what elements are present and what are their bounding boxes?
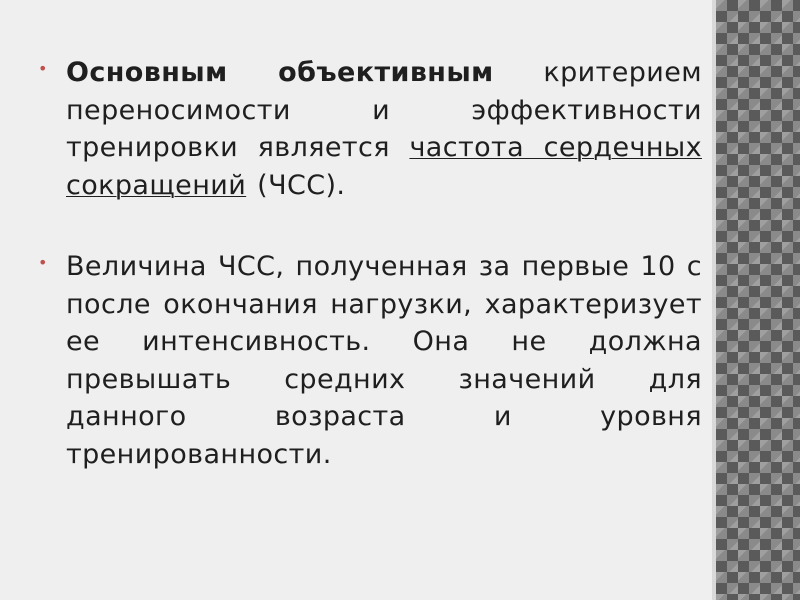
- bullet-icon: •: [38, 59, 48, 78]
- underlined-phrase: частота сердечных сокращений: [66, 132, 702, 201]
- bullet-icon: •: [38, 253, 48, 272]
- bullet-item-1: [38, 54, 702, 204]
- slide-content: [38, 54, 702, 473]
- plain-text-before-underline: критерием переносимости и эффективности тренировки является: [66, 57, 702, 163]
- decorative-side-pattern: [712, 0, 800, 600]
- bullet-text-1: [66, 54, 702, 204]
- bold-phrase: Основным объективным: [66, 57, 494, 88]
- bullet-text-2: Величина ЧСС, полученная за первые 10 с после окончания нагрузки, характеризует ее интенсивность. Она не должна превышать средних значений для данного возраста и уровня тренированности.: [66, 251, 702, 470]
- bullet-item-2: [38, 248, 702, 473]
- plain-text-after-underline: (ЧСС).: [246, 169, 346, 201]
